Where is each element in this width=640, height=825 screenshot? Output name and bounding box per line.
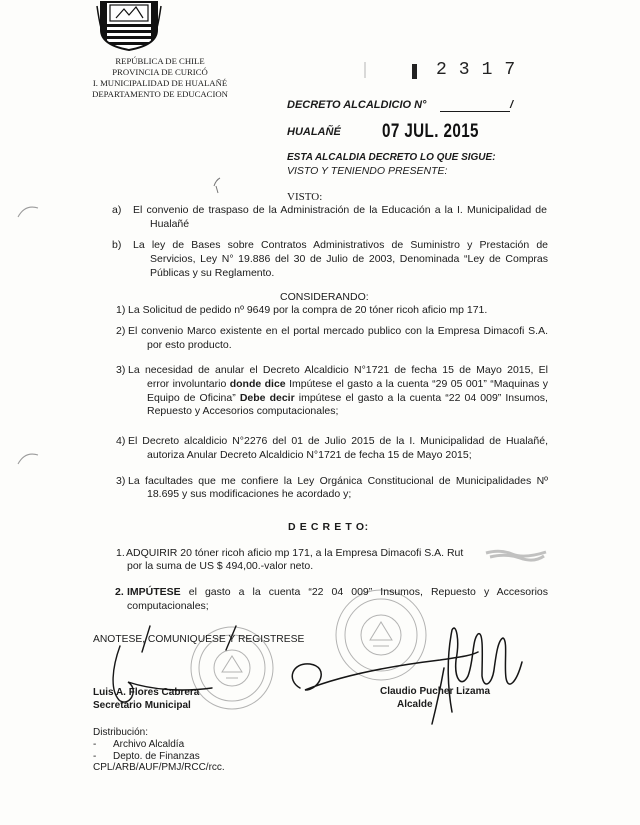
considerando-4-line-2: autoriza Anular Decreto Alcaldicio N°1721 de fecha 15 de Mayo 2015; [147,449,472,461]
decree-label: DECRETO ALCALDICIO N° [287,99,427,111]
considerando-marker-2: 2) [116,325,126,337]
distribution-item-2: Depto. de Finanzas [113,751,200,762]
visto-a-line-2: Hualañé [150,218,190,230]
secretary-name: Luis A. Flores Cabrera [93,687,200,698]
stamp-mark [412,64,417,79]
considerando-4-line-1: El Decreto alcaldicio N°2276 del 01 de Julio 2015 de la I. Municipalidad de Hualañé, [128,435,548,447]
decree-place: HUALAÑÉ [287,126,341,138]
donde-dice-emphasis: donde dice [229,378,286,390]
date-stamp: 07 JUL. 2015 [382,121,479,142]
punch-hole-bottom [18,454,38,464]
decree-number-stamp: 2317 [436,60,528,80]
header-municipality: I. MUNICIPALIDAD DE HUALAÑÉ [92,78,228,88]
considerando-3-line-2-post: Impútese el gasto a la cuenta “29 05 001” “Maquinas y [285,378,549,390]
considerando-marker-3: 3) [116,364,126,376]
considerando-3-line-4: Repuesto y Accesorios computacionales; [147,405,339,417]
redacted-rut-mark [486,551,546,560]
header-department: DEPARTAMENTO DE EDUCACION [92,89,228,99]
visto-title: VISTO: [287,191,323,203]
visto-marker-b: b) [112,239,122,251]
decreto-2-line-2: computacionales; [127,600,209,612]
considerando-3-line-3 [147,391,548,405]
header-republic: REPÚBLICA DE CHILE [115,56,205,66]
considerando-5-line-2: 18.695 y sus modificaciones he acordado y; [147,488,352,500]
visto-b-line-3: Públicas y su Reglamento. [150,267,275,279]
debe-decir-emphasis: Debe decir [239,392,295,404]
decreto-2-line-1-text: el gasto a la cuenta “22 04 009” Insumos, Repuesto y Accesorios [180,586,548,598]
decree-intro: ESTA ALCALDIA DECRETO LO QUE SIGUE: [287,152,496,163]
considerando-3-line-1: La necesidad de anular el Decreto Alcaldicio N°1721 de fecha 15 de Mayo 2015, El [128,364,548,376]
visto-marker-a: a) [112,204,122,216]
considerando-3-line-3-post: impútese el gasto a la cuenta “22 04 009” Insumos, [294,392,548,404]
distribution-bullet-1: - [93,739,97,750]
header-province: PROVINCIA DE CURICÓ [112,67,208,77]
decreto-1-line-1: ADQUIRIR 20 tóner ricoh aficio mp 171, a la Empresa Dimacofi S.A. Rut [126,547,464,559]
decreto-marker-2: 2. [115,586,124,598]
considerando-5-line-1: La facultades que me confiere la Ley Orgánica Constitucional de Municipalidades Nº [128,475,548,487]
decree-number-underline [440,111,510,112]
considerando-3-line-2 [147,377,548,391]
considerando-3-line-3-pre: Equipo de Oficina” [147,392,240,404]
punch-hole-top [18,207,38,217]
mayor-role: Alcalde [397,699,433,710]
decreto-title: D E C R E T O: [288,521,369,533]
considerando-1-line-1: La Solicitud de pedido nº 9649 por la compra de 20 tóner ricoh aficio mp 171. [128,304,488,316]
coat-of-arms-icon [96,0,162,52]
imputese-emphasis: IMPÚTESE [127,586,181,598]
decree-intro-2: VISTO Y TENIENDO PRESENTE: [287,165,448,177]
distribution-initials: CPL/ARB/AUF/PMJ/RCC/rcc. [93,762,225,773]
secretary-role: Secretario Municipal [93,700,191,711]
mayor-name: Claudio Pucher Lizama [380,686,491,697]
distribution-title: Distribución: [93,727,149,738]
decree-number-suffix: / [510,99,514,111]
decreto-marker-1: 1. [116,547,125,559]
mayor-seal-icon [336,590,426,680]
closing-formula: ANOTESE, COMUNIQUESE Y REGISTRESE [93,634,305,645]
pen-mark [214,178,220,193]
visto-b-line-2: Servicios, Ley N° 19.886 del 30 de Julio de 2003, Denominada “Ley de Compras [150,253,548,265]
considerando-marker-1: 1) [116,304,126,316]
decreto-1-line-2: por la suma de US $ 494,00.-valor neto. [127,560,314,572]
considerando-title: CONSIDERANDO: [280,291,369,303]
considerando-marker-5: 3) [116,475,126,487]
visto-a-line-1: El convenio de traspaso de la Administración de la Educación a la I. Municipalidad de [133,204,547,216]
considerando-2-line-2: por esto producto. [147,339,232,351]
distribution-bullet-2: - [93,751,97,762]
distribution-item-1: Archivo Alcaldía [113,739,185,750]
considerando-3-line-2-pre: error involuntario [147,378,230,390]
considerando-marker-4: 4) [116,435,126,447]
considerando-2-line-1: El convenio Marco existente en el portal mercado publico con la Empresa Dimacofi S.A. [128,325,548,337]
visto-b-line-1: La ley de Bases sobre Contratos Administrativos de Suministro y Prestación de [133,239,548,251]
decreto-2-line-1 [127,585,548,599]
